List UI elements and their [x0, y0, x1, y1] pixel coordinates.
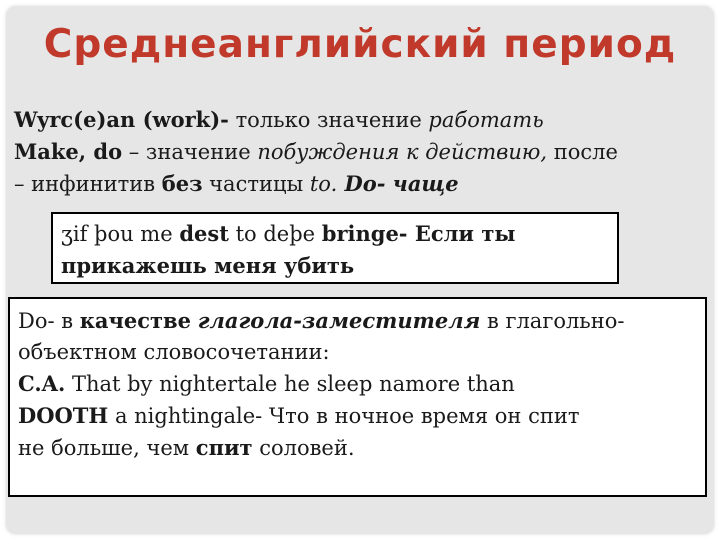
text-span: – значение	[122, 140, 258, 164]
text-span: to deþe	[228, 222, 322, 246]
bold-span: dest	[179, 221, 229, 246]
box2-line-2	[18, 337, 699, 368]
bold-span: спит	[195, 435, 253, 460]
italic-span: to.	[309, 172, 338, 196]
bold-span: качестве	[79, 308, 192, 333]
text-span: после	[547, 140, 618, 164]
text-span: только значение	[228, 108, 429, 132]
text-span: не больше, чем	[18, 436, 196, 460]
italic-span: работать	[428, 108, 544, 132]
word-wyrcean: Wyrc(e)an (work)-	[14, 107, 229, 132]
text-span: частицы	[202, 172, 310, 196]
italic-span: побуждения к действию,	[257, 140, 548, 164]
box2-line-1	[18, 305, 699, 337]
intro-line-1	[14, 104, 704, 136]
bold-span: без	[161, 171, 203, 196]
box2-line-5	[18, 432, 699, 464]
text-span: соловей.	[252, 436, 355, 460]
intro-paragraph	[14, 104, 704, 200]
box2-line-3	[18, 368, 699, 400]
bold-italic-span: Do- чаще	[337, 171, 459, 196]
example-box	[51, 212, 619, 284]
intro-line-2	[14, 136, 704, 168]
text-span: ʒif þou me	[61, 222, 180, 246]
substitute-verb-box	[8, 297, 707, 497]
page-title: Среднеанглийский период	[43, 22, 677, 67]
text-span: – инфинитив	[14, 172, 162, 196]
text-span: объектном словосочетании:	[18, 340, 330, 364]
bold-span: Make, do	[14, 139, 123, 164]
box2-line-4	[18, 400, 699, 432]
bold-span: bringe- Если ты прикажешь меня убить	[61, 221, 516, 278]
bold-italic-span: глагола-заместителя	[197, 308, 481, 333]
text-span: That by nightertale he sleep namore than	[65, 372, 515, 396]
intro-line-3	[14, 168, 704, 200]
text-span	[191, 309, 198, 333]
bold-span: C.A.	[18, 371, 66, 396]
text-span: a nightingale- Что в ночное время он спит	[108, 404, 580, 428]
text-span: Do- в	[18, 309, 80, 333]
bold-span: DOOTH	[18, 403, 109, 428]
text-span: в глагольно-	[480, 309, 625, 333]
